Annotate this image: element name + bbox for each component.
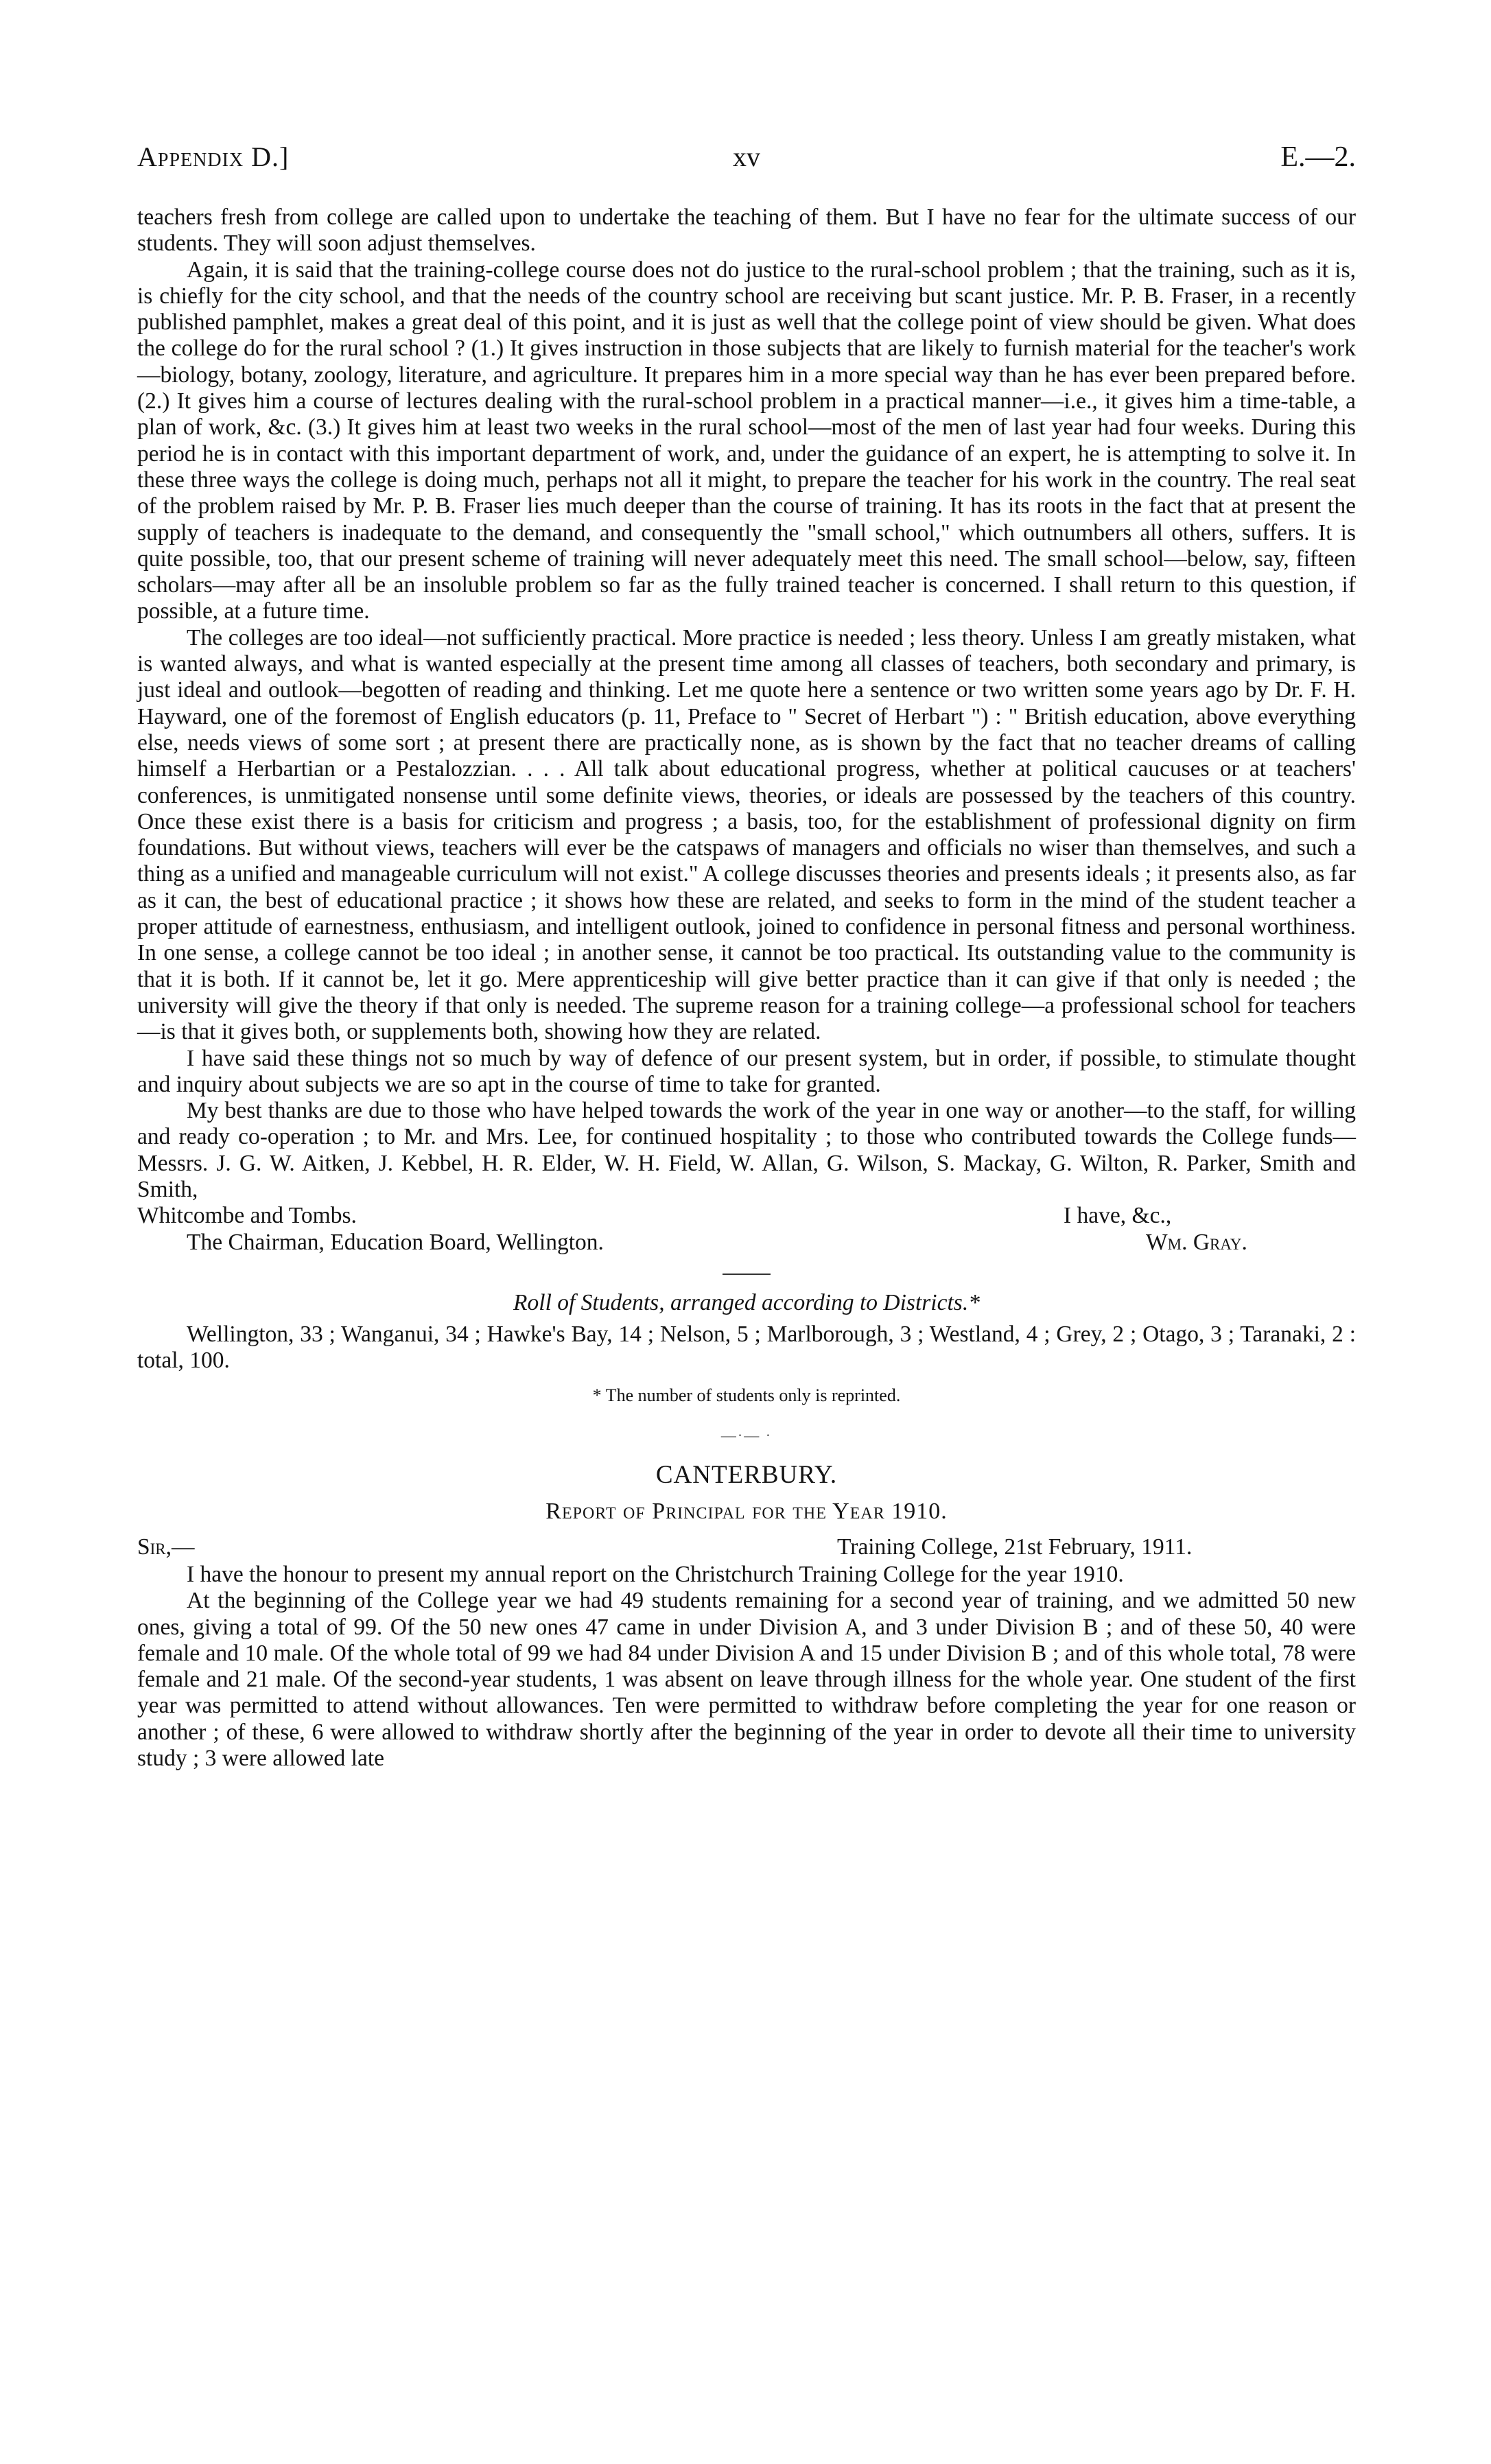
- header-appendix: Appendix D.]: [137, 141, 290, 172]
- closing-salutation: I have, &c.,: [1064, 1203, 1172, 1229]
- report-title: Report of Principal for the Year 1910.: [545, 1498, 948, 1524]
- paragraph-thanks: My best thanks are due to those who have helped towards the work of the year in one way or another—to the staff, for willing and ready co-operation ; to Mr. and Mrs. Lee, for continued hospitality ; to those who contributed towards the College funds—Messrs. J. G. W. Aitken, J. Kebbel, H. R. Elder, W. H. Field, W. Allan, G. Wilson, S. Mackay, G. Wilton, R. Parker, Smith and Smith,: [137, 1098, 1356, 1202]
- section-divider: [723, 1274, 771, 1275]
- paragraph-continuation: teachers fresh from college are called upon to undertake the teaching of them. But I have no fear for the ultimate success of our students. They will soon adjust themselves.: [137, 204, 1356, 257]
- header-page-number: xv: [733, 141, 760, 172]
- paragraph-rural-school: Again, it is said that the training-college course does not do justice to the rural-school problem ; that the training, such as it is, is chiefly for the city school, and that the needs of the country school are receiving but scant justice. Mr. P. B. Fraser, in a recently published pamphlet, makes a great deal of this point, and it is just as well that the college point of view should be given. What does the college do for the rural school ? (1.) It gives instruction in those subjects that are likely to furnish material for the teacher's work—biology, botany, zoology, literature, and agriculture. It prepares him in a more special way than he has ever been prepared before. (2.) It gives him a course of lectures dealing with the rural-school problem in a practical manner—i.e., it gives him a time-table, a plan of work, &c. (3.) It gives him at least two weeks in the rural school—most of the men of last year had four weeks. During this period he is in contact with this important department of work, and, under the guidance of an expert, he is attempting to solve it. In these three ways the college is doing much, perhaps not all it might, to prepare the teacher for his work in the country. The real seat of the problem raised by Mr. P. B. Fraser lies much deeper than the course of training. It has its roots in the fact that at present the supply of teachers is inadequate to the demand, and consequently the "small school," which outnumbers all others, suffers. It is quite possible, too, that our present scheme of training will never adequately meet this need. The small school—below, say, fifteen scholars—may after all be an insoluble problem so far as the fully trained teacher is concerned. I shall return to this question, if possible, at a future time.: [137, 257, 1356, 624]
- paragraph-defence: I have said these things not so much by way of defence of our present system, but in order, if possible, to stimulate thought and inquiry about subjects we are so apt in the course of time to take for granted.: [137, 1045, 1356, 1097]
- canterbury-heading: CANTERBURY.: [655, 1461, 838, 1490]
- addressee-row: [137, 1230, 1356, 1256]
- page-header: [137, 141, 1356, 182]
- addressee: The Chairman, Education Board, Wellington.: [187, 1229, 604, 1255]
- place-date: Training College, 21st February, 1911.: [837, 1534, 1193, 1560]
- report-body: [137, 204, 1356, 1772]
- thanks-last-line: Whitcombe and Tombs.: [137, 1203, 357, 1229]
- roll-title: Roll of Students, arranged according to Districts.*: [513, 1289, 980, 1315]
- closing-row: [137, 1203, 1356, 1229]
- ornament-divider: —·— ·: [720, 1427, 773, 1444]
- salutation-row: [137, 1534, 1356, 1562]
- paragraph-too-ideal: The colleges are too ideal—not sufficiently practical. More practice is needed ; less theory. Unless I am greatly mistaken, what is wanted always, and what is wanted especially at the present time among all classes of teachers, both secondary and primary, is just ideal and outlook—begotten of reading and thinking. Let me quote here a sentence or two written some years ago by Dr. F. H. Hayward, one of the foremost of English educators (p. 11, Preface to " Secret of Herbart ") : " British education, above everything else, needs views of some sort ; at present there are practically none, as is shown by the fact that no teacher dreams of calling himself a Herbartian or a Pestalozzian. . . . All talk about educational progress, whether at political caucuses or at teachers' conferences, is unmitigated nonsense until some definite views, theories, or ideals are possessed by the teachers of this country. Once these exist there is a basis for criticism and progress ; a basis, too, for the establishment of professional dignity on firm foundations. But without views, teachers will ever be the catspaws of managers and officials no wiser than themselves, and such a thing as a unified and manageable curriculum will not exist." A college discusses theories and presents ideals ; it presents also, as far as it can, the best of educational practice ; it shows how these are related, and seeks to form in the mind of the student teacher a proper attitude of earnestness, enthusiasm, and intelligent outlook, joined to confidence in personal fitness and personal worthiness. In one sense, a college cannot be too ideal ; in another sense, it cannot be too practical. Its outstanding value to the community is that it is both. If it cannot be, let it go. Mere apprenticeship will give better practice than it can give if that only is needed ; the university will give the theory if that only is needed. The supreme reason for a training college—a professional school for teachers—is that it gives both, or supplements both, showing how they are related.: [137, 624, 1356, 1045]
- signature: Wm. Gray.: [1146, 1229, 1247, 1255]
- canterbury-paragraph-students: At the beginning of the College year we had 49 students remaining for a second year of training, and we admitted 50 new ones, giving a total of 99. Of the 50 new ones 47 came in under Division A, and 3 under Division B ; and of these 50, 40 were female and 10 male. Of the whole total of 99 we had 84 under Division A and 15 under Division B ; and of this whole total, 78 were female and 21 male. Of the second-year students, 1 was absent on leave through illness for the whole year. One student of the first year was permitted to attend without allowances. Ten were permitted to withdraw before completing the year for one reason or another ; of these, 6 were allowed to withdraw shortly after the beginning of the year in order to devote all their time to university study ; 3 were allowed late: [137, 1588, 1356, 1772]
- roll-footnote: * The number of students only is reprinted.: [592, 1385, 901, 1405]
- roll-text: Wellington, 33 ; Wanganui, 34 ; Hawke's Bay, 14 ; Nelson, 5 ; Marlborough, 3 ; Westland, 4 ; Grey, 2 ; Otago, 3 ; Taranaki, 2 : total, 100.: [137, 1322, 1356, 1374]
- salutation: Sir,—: [137, 1534, 195, 1560]
- header-paper-code: E.—2.: [1280, 141, 1356, 173]
- canterbury-paragraph-intro: I have the honour to present my annual report on the Christchurch Training College for the year 1910.: [187, 1561, 1124, 1587]
